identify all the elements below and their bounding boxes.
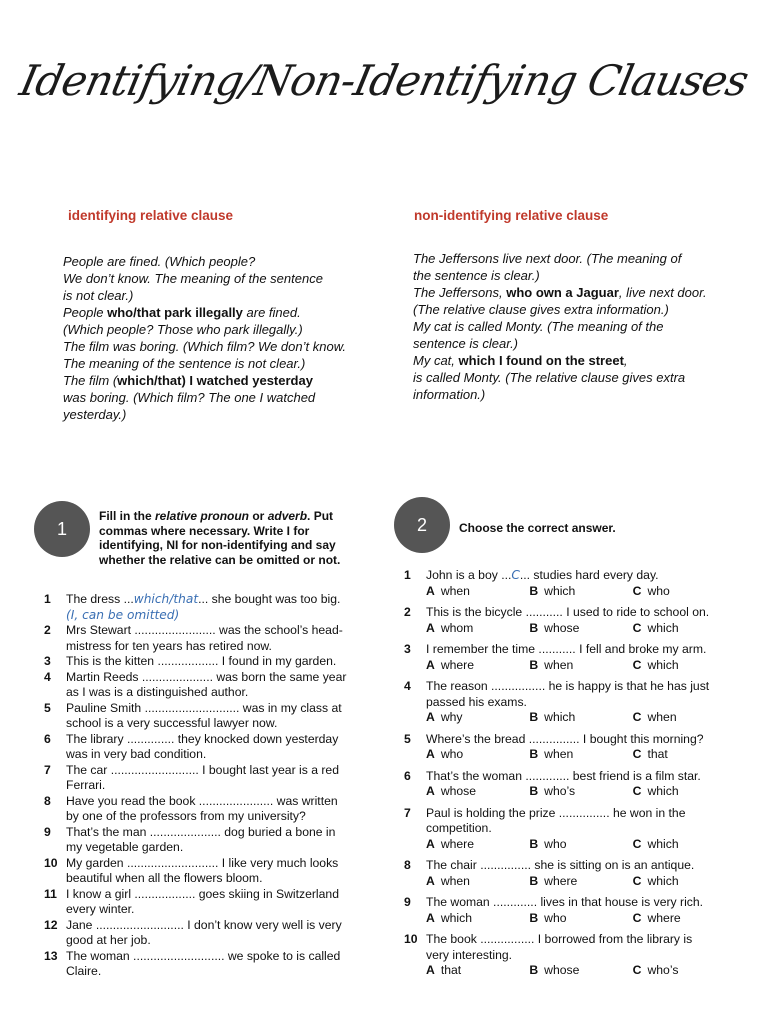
item-number: 3 bbox=[44, 654, 51, 668]
answer-option[interactable]: A whom bbox=[426, 620, 474, 635]
exercise1-item bbox=[44, 949, 376, 980]
question-text: Paul is holding the prize ............... he won in the competition. bbox=[426, 805, 686, 835]
exercise1-item bbox=[44, 856, 376, 887]
exercise1-item bbox=[44, 763, 376, 794]
answer-option[interactable]: C when bbox=[632, 710, 677, 724]
answer-option[interactable]: C who’s bbox=[632, 963, 679, 977]
exercise1-item bbox=[44, 732, 376, 763]
exercise1-item bbox=[44, 887, 376, 918]
item-number: 1 bbox=[44, 592, 51, 606]
exercise2-question bbox=[404, 732, 736, 763]
item-text: Jane .......................... I don’t know very well is very good at her job. bbox=[66, 917, 342, 947]
question-number: 6 bbox=[404, 768, 411, 783]
answer-option[interactable]: B whose bbox=[529, 620, 580, 635]
emphasis-text: which I found on the street bbox=[458, 353, 624, 368]
exercise1-item bbox=[44, 654, 376, 670]
question-text: The reason ................ he is happy is that he has just passed his exams. bbox=[426, 679, 710, 709]
exercise2-question bbox=[404, 806, 736, 853]
exercise2-question bbox=[404, 769, 736, 800]
answer-option[interactable]: A when bbox=[426, 873, 470, 888]
question-text: Where’s the bread ............... I bought this morning? bbox=[426, 731, 704, 746]
exercise1-item bbox=[44, 623, 376, 654]
exercise2-question bbox=[404, 679, 736, 726]
explanation-line: information.) bbox=[413, 387, 486, 402]
item-text: The woman ........................... we spoke to is called Claire. bbox=[66, 948, 341, 978]
answer-option[interactable]: C that bbox=[632, 747, 668, 761]
item-number: 8 bbox=[44, 793, 51, 808]
answer-option[interactable]: A when bbox=[426, 583, 470, 598]
answer-option[interactable]: B when bbox=[529, 747, 574, 761]
explanation-line: My cat is called Monty. (The meaning of the bbox=[413, 319, 664, 334]
explanation-line: is not clear.) bbox=[63, 288, 134, 303]
question-text: John is a boy ...C... studies hard every day. bbox=[426, 568, 659, 582]
explanation-line: We don’t know. The meaning of the sentence bbox=[63, 271, 323, 286]
question-text: The chair ............... she is sitting on is an antique. bbox=[426, 858, 695, 872]
exercise1-item bbox=[44, 592, 376, 623]
explanation-line: (The relative clause gives extra information.) bbox=[413, 302, 669, 317]
item-text: The dress ...which/that... she bought was too big. (I, can be omitted) bbox=[66, 592, 341, 622]
answer-option[interactable]: B which bbox=[529, 710, 576, 724]
answer-option[interactable]: C which bbox=[632, 784, 679, 798]
item-text: The car .......................... I bought last year is a red Ferrari. bbox=[66, 762, 339, 792]
answer-option[interactable]: B who bbox=[529, 910, 567, 925]
item-number: 7 bbox=[44, 762, 51, 777]
explanation-line: The film was boring. (Which film? We don’t know. bbox=[63, 339, 346, 354]
explanation-line: The film (which/that) I watched yesterday bbox=[63, 373, 313, 388]
answer-option[interactable]: A why bbox=[426, 710, 463, 724]
explanation-line: The Jeffersons, who own a Jaguar, live next door. bbox=[413, 285, 707, 300]
item-number: 12 bbox=[44, 917, 58, 932]
answer-option[interactable]: C which bbox=[632, 873, 679, 888]
item-text: I know a girl .................. goes skiing in Switzerland every winter. bbox=[66, 886, 339, 916]
answer-option[interactable]: A which bbox=[426, 910, 472, 925]
exercise2-question bbox=[404, 568, 736, 599]
question-text: The woman ............. lives in that house is very rich. bbox=[426, 895, 704, 909]
explanation-line: People are fined. (Which people? bbox=[63, 254, 256, 269]
emphasis-text: who/that park illegally bbox=[107, 305, 243, 320]
question-text: I remember the time ........... I fell and broke my arm. bbox=[426, 642, 707, 656]
exercise1-item bbox=[44, 918, 376, 949]
answer-option[interactable]: C who bbox=[632, 583, 670, 598]
item-number: 2 bbox=[44, 623, 51, 637]
item-number: 11 bbox=[44, 886, 57, 901]
exercise2-question bbox=[404, 895, 736, 926]
answer-option[interactable]: B whose bbox=[529, 963, 580, 977]
question-number: 10 bbox=[404, 932, 418, 946]
question-number: 3 bbox=[404, 642, 411, 656]
question-number: 8 bbox=[404, 858, 411, 872]
item-number: 4 bbox=[44, 669, 51, 684]
identifying-heading: identifying relative clause bbox=[68, 208, 234, 223]
emphasis-text: who own a Jaguar bbox=[506, 285, 619, 300]
exercise2-question bbox=[404, 605, 736, 636]
exercise1-instruction: Fill in the relative pronoun or adverb. Put commas where necessary. Write I for identifying, NI for non-identifying and say whether the relative can be omitted or not. bbox=[99, 509, 341, 567]
answer-option[interactable]: B who’s bbox=[529, 784, 576, 798]
answer-option[interactable]: A where bbox=[426, 657, 475, 672]
exercise1-item bbox=[44, 825, 376, 856]
explanation-line: sentence is clear.) bbox=[413, 336, 519, 351]
exercise2-question bbox=[404, 642, 736, 673]
identifying-explanation bbox=[63, 253, 383, 423]
exercise1-item bbox=[44, 794, 376, 825]
answer-option[interactable]: A that bbox=[426, 963, 462, 977]
item-text: This is the kitten .................. I found in my garden. bbox=[66, 654, 337, 668]
item-number: 13 bbox=[44, 948, 58, 963]
emphasis-text: which/that bbox=[133, 592, 199, 606]
exercise2-instruction: Choose the correct answer. bbox=[459, 521, 616, 535]
emphasis-text: which/that) I watched yesterday bbox=[117, 373, 313, 388]
answer-option[interactable]: C which bbox=[632, 836, 679, 851]
item-number: 6 bbox=[44, 731, 51, 746]
answer-option[interactable]: B which bbox=[529, 583, 576, 598]
page-title: Identifying/Non-Identifying Clauses bbox=[15, 56, 753, 105]
emphasis-text: C bbox=[511, 568, 520, 582]
instruction-term: relative pronoun bbox=[155, 509, 250, 523]
handwritten-note: (I, can be omitted) bbox=[66, 607, 180, 622]
explanation-line: was boring. (Which film? The one I watched bbox=[63, 390, 316, 405]
question-number: 1 bbox=[404, 568, 411, 582]
exercise2-badge: 2 bbox=[394, 497, 450, 553]
explanation-line: The meaning of the sentence is not clear.) bbox=[63, 356, 306, 371]
exercise2-question bbox=[404, 858, 736, 889]
non-identifying-explanation bbox=[413, 250, 733, 403]
exercise1-badge: 1 bbox=[34, 501, 90, 557]
question-text: That’s the woman ............. best friend is a film star. bbox=[426, 768, 701, 783]
answer-option[interactable]: C where bbox=[632, 910, 681, 925]
instruction-term: adverb bbox=[267, 509, 308, 523]
question-number: 5 bbox=[404, 731, 411, 746]
item-text: Mrs Stewart ........................ was the school’s head- mistress for ten years has retired now. bbox=[66, 623, 343, 653]
question-text: This is the bicycle ........... I used to ride to school on. bbox=[426, 605, 710, 619]
item-number: 10 bbox=[44, 855, 58, 870]
answer-option[interactable]: B where bbox=[529, 873, 578, 888]
explanation-line: yesterday.) bbox=[63, 407, 127, 422]
explanation-line: The Jeffersons live next door. (The meaning of bbox=[413, 251, 682, 266]
explanation-line: is called Monty. (The relative clause gives extra bbox=[413, 370, 686, 385]
explanation-line: My cat, which I found on the street, bbox=[413, 353, 628, 368]
answer-option[interactable]: A whose bbox=[426, 784, 477, 798]
exercise1-item bbox=[44, 670, 376, 701]
item-number: 5 bbox=[44, 700, 51, 715]
question-number: 4 bbox=[404, 679, 411, 693]
item-text: The library .............. they knocked down yesterday was in very bad condition. bbox=[66, 731, 339, 761]
exercise1-item bbox=[44, 701, 376, 732]
question-number: 9 bbox=[404, 895, 411, 909]
item-text: My garden ........................... I like very much looks beautiful when all the flowers bloom. bbox=[66, 855, 339, 885]
question-text: The book ................ I borrowed from the library is very interesting. bbox=[426, 932, 693, 962]
explanation-line: People who/that park illegally are fined. bbox=[63, 305, 301, 320]
item-number: 9 bbox=[44, 824, 51, 839]
answer-option[interactable]: A who bbox=[426, 747, 464, 761]
question-number: 7 bbox=[404, 805, 411, 820]
exercise2-question bbox=[404, 932, 736, 979]
answer-option[interactable]: C which bbox=[632, 620, 679, 635]
question-number: 2 bbox=[404, 605, 411, 619]
item-text: That’s the man ..................... dog buried a bone in my vegetable garden. bbox=[66, 824, 336, 854]
explanation-line: (Which people? Those who park illegally.) bbox=[63, 322, 303, 337]
item-text: Martin Reeds ..................... was born the same year as I was is a distinguished author. bbox=[66, 669, 347, 699]
answer-option[interactable]: C which bbox=[632, 657, 679, 672]
exercise1-items bbox=[44, 592, 376, 980]
exercise2-questions bbox=[404, 568, 736, 985]
answer-option[interactable]: B who bbox=[529, 836, 567, 851]
item-text: Have you read the book ...................... was written by one of the professors from my university? bbox=[66, 793, 338, 823]
answer-option[interactable]: B when bbox=[529, 657, 574, 672]
explanation-line: the sentence is clear.) bbox=[413, 268, 540, 283]
answer-option[interactable]: A where bbox=[426, 836, 475, 851]
non-identifying-heading: non-identifying relative clause bbox=[414, 208, 609, 223]
item-text: Pauline Smith ............................ was in my class at school is a very successful lawyer now. bbox=[66, 700, 342, 730]
